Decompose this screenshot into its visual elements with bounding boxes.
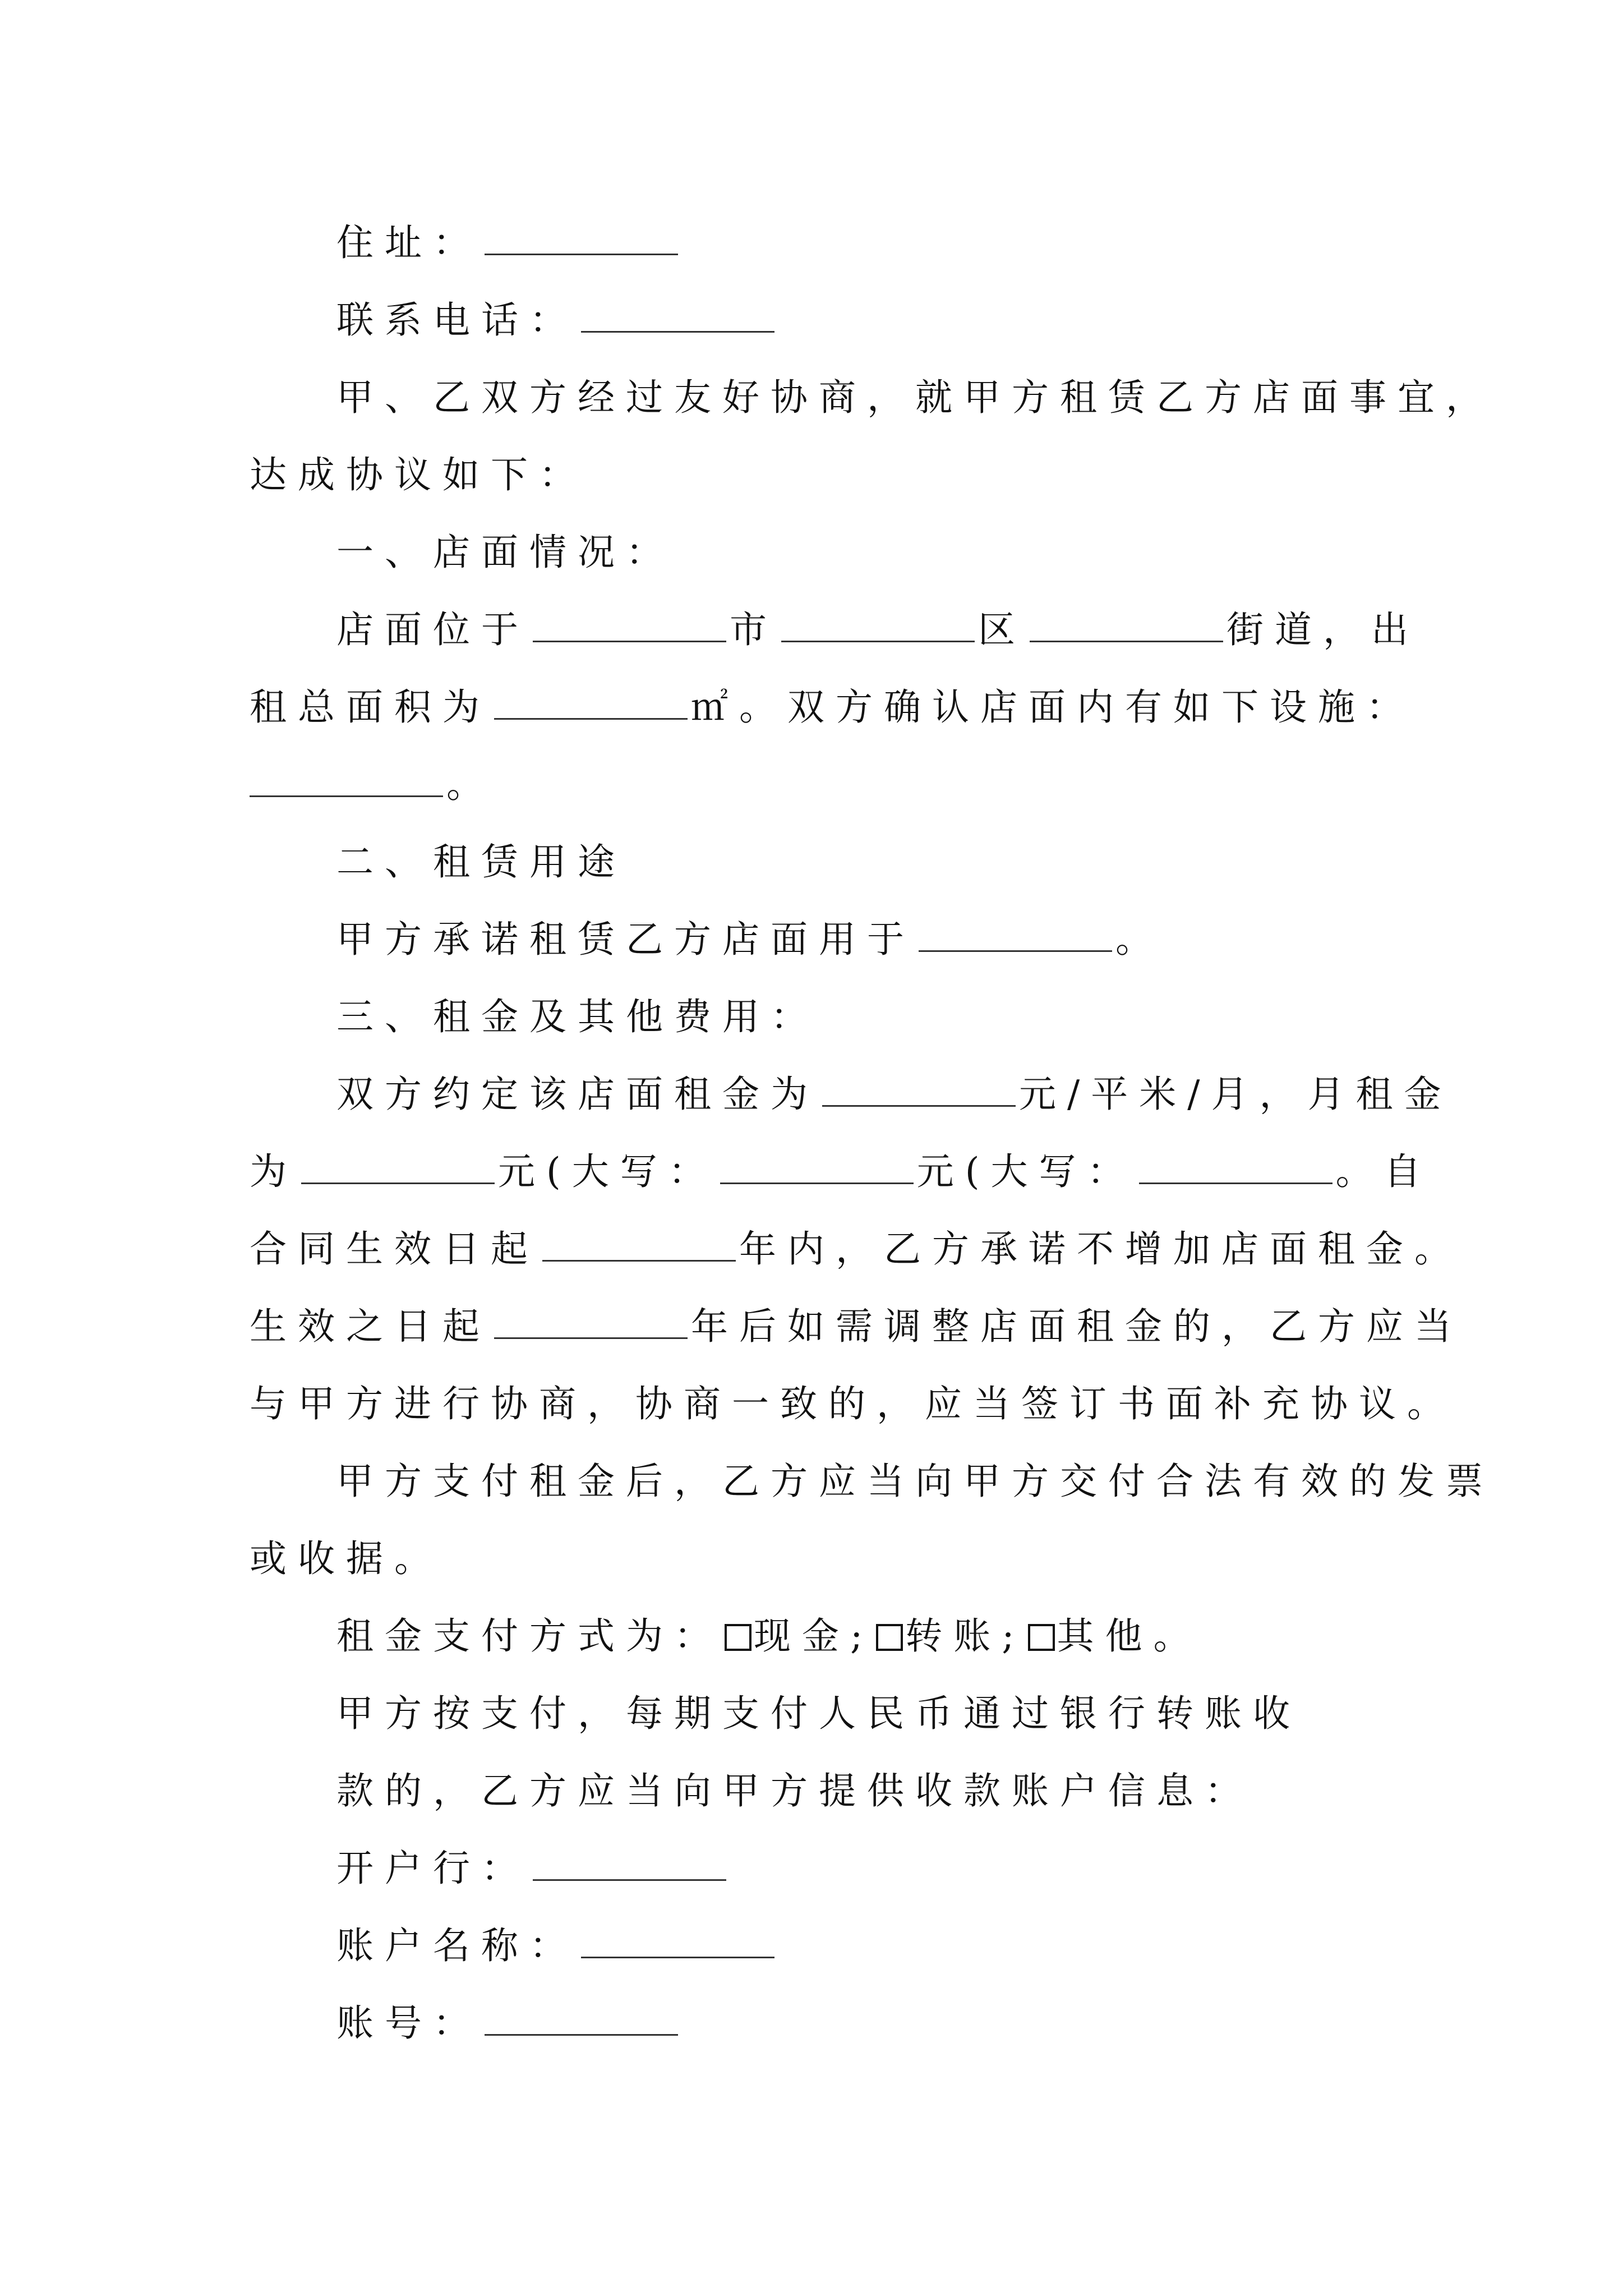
bank-label: 开户行：	[336, 1847, 529, 1890]
section-3-title-text: 三、租金及其他费用：	[336, 995, 819, 1038]
payment-method-line	[336, 1614, 1514, 1658]
other-checkbox[interactable]	[1028, 1624, 1055, 1651]
sec3-d1: 生效之日起	[250, 1305, 491, 1348]
account-number-line	[336, 2001, 1514, 2045]
rent-per-sqm-blank	[822, 1076, 1016, 1107]
sec1-a2: 市	[730, 608, 778, 651]
sec1-a4: 街道，出	[1227, 608, 1419, 651]
address-label: 住址：	[336, 221, 481, 264]
sec2-a1: 甲方承诺租赁乙方店面用于	[336, 918, 915, 961]
section-1-title	[336, 531, 1514, 574]
payment-desc-line-2	[336, 1769, 1514, 1812]
street-blank	[1030, 611, 1223, 642]
section-3-line-a	[336, 1073, 1514, 1116]
sec3-e: 与甲方进行协商，协商一致的，应当签订书面补充协议。	[250, 1382, 1455, 1425]
section-3-line-d	[250, 1305, 1463, 1348]
phone-label: 联系电话：	[336, 298, 578, 342]
sec1-c1: 。	[446, 763, 495, 806]
section-3-line-c	[250, 1227, 1463, 1271]
payment-desc-line-1	[336, 1692, 1514, 1735]
account-name-blank	[581, 1927, 774, 1958]
receipt-text-2: 或收据。	[250, 1537, 442, 1580]
phone-line	[336, 298, 1514, 342]
sec1-a3: 区	[978, 608, 1026, 651]
sec1-a1: 店面位于	[336, 608, 529, 651]
section-3-line-b	[250, 1150, 1432, 1193]
intro-line-1	[336, 376, 1514, 419]
receipt-text-1: 甲方支付租金后，乙方应当向甲方交付合法有效的发票	[336, 1460, 1494, 1503]
sec3-b3: 元(大写：	[916, 1150, 1136, 1193]
monthly-rent-blank	[301, 1153, 495, 1184]
account-number-label: 账号：	[336, 2001, 481, 2045]
city-blank	[533, 611, 726, 642]
transfer-option-label: 转账;	[905, 1614, 1026, 1658]
intro-text-2: 达成协议如下：	[250, 453, 587, 496]
rent-capital-blank-2	[1139, 1153, 1332, 1184]
sec3-b1: 为	[250, 1150, 298, 1193]
receipt-line-1	[336, 1460, 1514, 1503]
intro-text-1: 甲、乙双方经过友好协商，就甲方租赁乙方店面事宜，	[336, 376, 1494, 419]
section-1-title-text: 一、店面情况：	[336, 531, 674, 574]
usage-blank	[919, 921, 1112, 952]
cash-option-label: 现金;	[754, 1614, 874, 1658]
facilities-blank	[250, 766, 443, 797]
sec3-b4: 。自	[1335, 1150, 1432, 1193]
account-name-line	[336, 1924, 1514, 1967]
sec3-c2: 年内，乙方承诺不增加店面租金。	[739, 1227, 1463, 1271]
transfer-checkbox[interactable]	[876, 1624, 903, 1651]
section-3-line-e	[250, 1382, 1455, 1425]
intro-line-2	[250, 453, 1427, 496]
bank-blank	[533, 1850, 726, 1881]
address-line	[336, 221, 1514, 264]
rent-freeze-years-blank	[542, 1231, 736, 1262]
section-1-line-a	[336, 608, 1514, 651]
phone-blank	[581, 302, 774, 333]
payment-desc-text-2: 款的，乙方应当向甲方提供收款账户信息：	[336, 1769, 1253, 1812]
address-blank	[485, 224, 678, 255]
account-name-label: 账户名称：	[336, 1924, 578, 1967]
section-1-line-c	[250, 763, 1427, 806]
account-number-blank	[485, 2005, 678, 2036]
payment-desc-text-1: 甲方按支付，每期支付人民币通过银行转账收	[336, 1692, 1301, 1735]
sec2-a2: 。	[1115, 918, 1164, 961]
sec3-a1: 双方约定该店面租金为	[336, 1073, 819, 1116]
receipt-line-2	[250, 1537, 1427, 1580]
section-1-line-b	[250, 685, 1427, 729]
sec3-c1: 合同生效日起	[250, 1227, 539, 1271]
sec1-b1: 租总面积为	[250, 685, 491, 729]
payment-method-label: 租金支付方式为：	[336, 1614, 722, 1658]
district-blank	[781, 611, 975, 642]
area-blank	[494, 689, 688, 720]
sec3-a2: 元/平米/月，月租金	[1019, 1073, 1453, 1116]
sec3-b2: 元(大写：	[498, 1150, 717, 1193]
section-2-title	[336, 840, 1514, 884]
bank-line	[336, 1847, 1514, 1890]
section-2-line-a	[336, 918, 1514, 961]
sec3-d2: 年后如需调整店面租金的，乙方应当	[691, 1305, 1463, 1348]
section-3-title	[336, 995, 1514, 1038]
other-option-label: 其他。	[1057, 1614, 1202, 1658]
cash-checkbox[interactable]	[725, 1624, 751, 1651]
rent-capital-blank-1	[720, 1153, 914, 1184]
sec1-b2: ㎡。双方确认店面内有如下设施：	[691, 685, 1414, 729]
section-2-title-text: 二、租赁用途	[336, 840, 626, 884]
adjust-years-blank	[494, 1308, 688, 1339]
